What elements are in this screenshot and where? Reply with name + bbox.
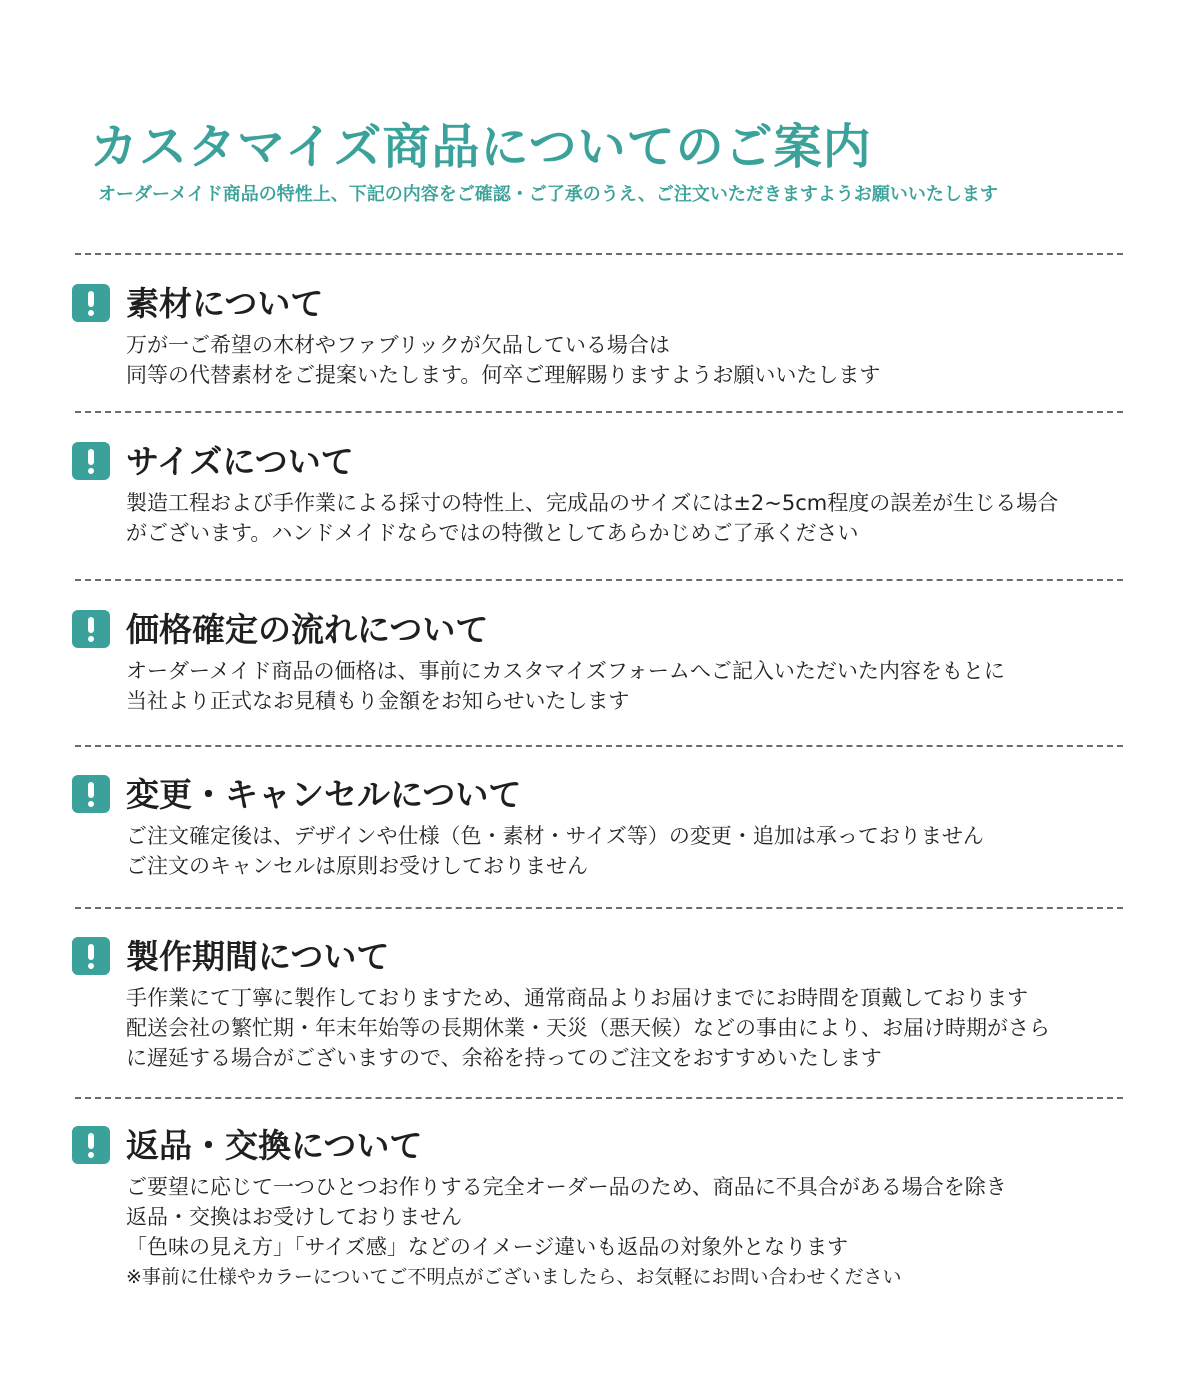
body-line: オーダーメイド商品の価格は、事前にカスタマイズフォームへご記入いただいた内容をもとに	[126, 659, 1005, 683]
dashed-divider	[75, 579, 1123, 581]
body-line: 返品・交換はお受けしておりません	[126, 1205, 462, 1229]
body-line: に遅延する場合がございますので、余裕を持ってのご注文をおすすめいたします	[126, 1046, 882, 1070]
body-line: 同等の代替素材をご提案いたします。何卒ご理解賜りますようお願いいたします	[126, 363, 881, 387]
section-production	[70, 935, 1140, 1070]
body-line: がございます。ハンドメイドならではの特徴としてあらかじめご了承ください	[126, 521, 859, 545]
section-body	[126, 983, 1050, 1073]
section-title: 製作期間について	[126, 937, 390, 976]
body-line: 万が一ご希望の木材やファブリックが欠品している場合は	[126, 333, 670, 357]
dashed-divider	[75, 253, 1123, 255]
section-header	[70, 608, 1140, 652]
section-material	[70, 282, 1140, 387]
section-body	[126, 821, 984, 881]
section-title: 返品・交換について	[126, 1126, 423, 1165]
section-title: 素材について	[126, 284, 324, 323]
body-line: 手作業にて丁寧に製作しておりますため、通常商品よりお届けまでにお時間を頂戴しております	[126, 986, 1029, 1010]
section-title: 価格確定の流れについて	[126, 610, 489, 649]
note-line: ※事前に仕様やカラーについてご不明点がございましたら、お気軽にお問い合わせください	[126, 1266, 902, 1288]
section-cancel	[70, 773, 1140, 878]
section-title: 変更・キャンセルについて	[126, 775, 522, 814]
page-title: カスタマイズ商品についてのご案内	[90, 119, 872, 175]
dashed-divider	[75, 907, 1123, 909]
section-returns	[70, 1124, 1140, 1288]
exclamation-icon	[72, 610, 110, 648]
section-header	[70, 773, 1140, 817]
body-line: ご注文確定後は、デザインや仕様（色・素材・サイズ等）の変更・追加は承っておりません	[126, 824, 984, 848]
body-line: 当社より正式なお見積もり金額をお知らせいたします	[126, 689, 630, 713]
section-header	[70, 440, 1140, 484]
dashed-divider	[75, 745, 1123, 747]
exclamation-icon	[72, 937, 110, 975]
body-line: 製造工程および手作業による採寸の特性上、完成品のサイズには±2~5cm程度の誤差が生じる場合	[126, 491, 1059, 515]
section-body	[126, 656, 1005, 716]
body-line: ご注文のキャンセルは原則お受けしておりません	[126, 854, 588, 878]
section-body	[126, 488, 1058, 548]
body-line: 「色味の見え方」「サイズ感」などのイメージ違いも返品の対象外となります	[126, 1235, 849, 1259]
section-size	[70, 440, 1140, 545]
exclamation-icon	[72, 1126, 110, 1164]
page-subtitle: オーダーメイド商品の特性上、下記の内容をご確認・ご了承のうえ、ご注文いただきますようお願いいたします	[98, 184, 998, 205]
exclamation-icon	[72, 284, 110, 322]
section-title: サイズについて	[126, 442, 354, 481]
section-body	[126, 1172, 1007, 1292]
exclamation-icon	[72, 775, 110, 813]
section-pricing	[70, 608, 1140, 713]
body-line: 配送会社の繁忙期・年末年始等の長期休業・天災（悪天候）などの事由により、お届け時期がさら	[126, 1016, 1050, 1040]
dashed-divider	[75, 411, 1123, 413]
exclamation-icon	[72, 442, 110, 480]
section-header	[70, 1124, 1140, 1168]
dashed-divider	[75, 1097, 1123, 1099]
body-line: ご要望に応じて一つひとつお作りする完全オーダー品のため、商品に不具合がある場合を除き	[126, 1175, 1007, 1199]
section-header	[70, 282, 1140, 326]
section-body	[126, 330, 880, 390]
section-header	[70, 935, 1140, 979]
